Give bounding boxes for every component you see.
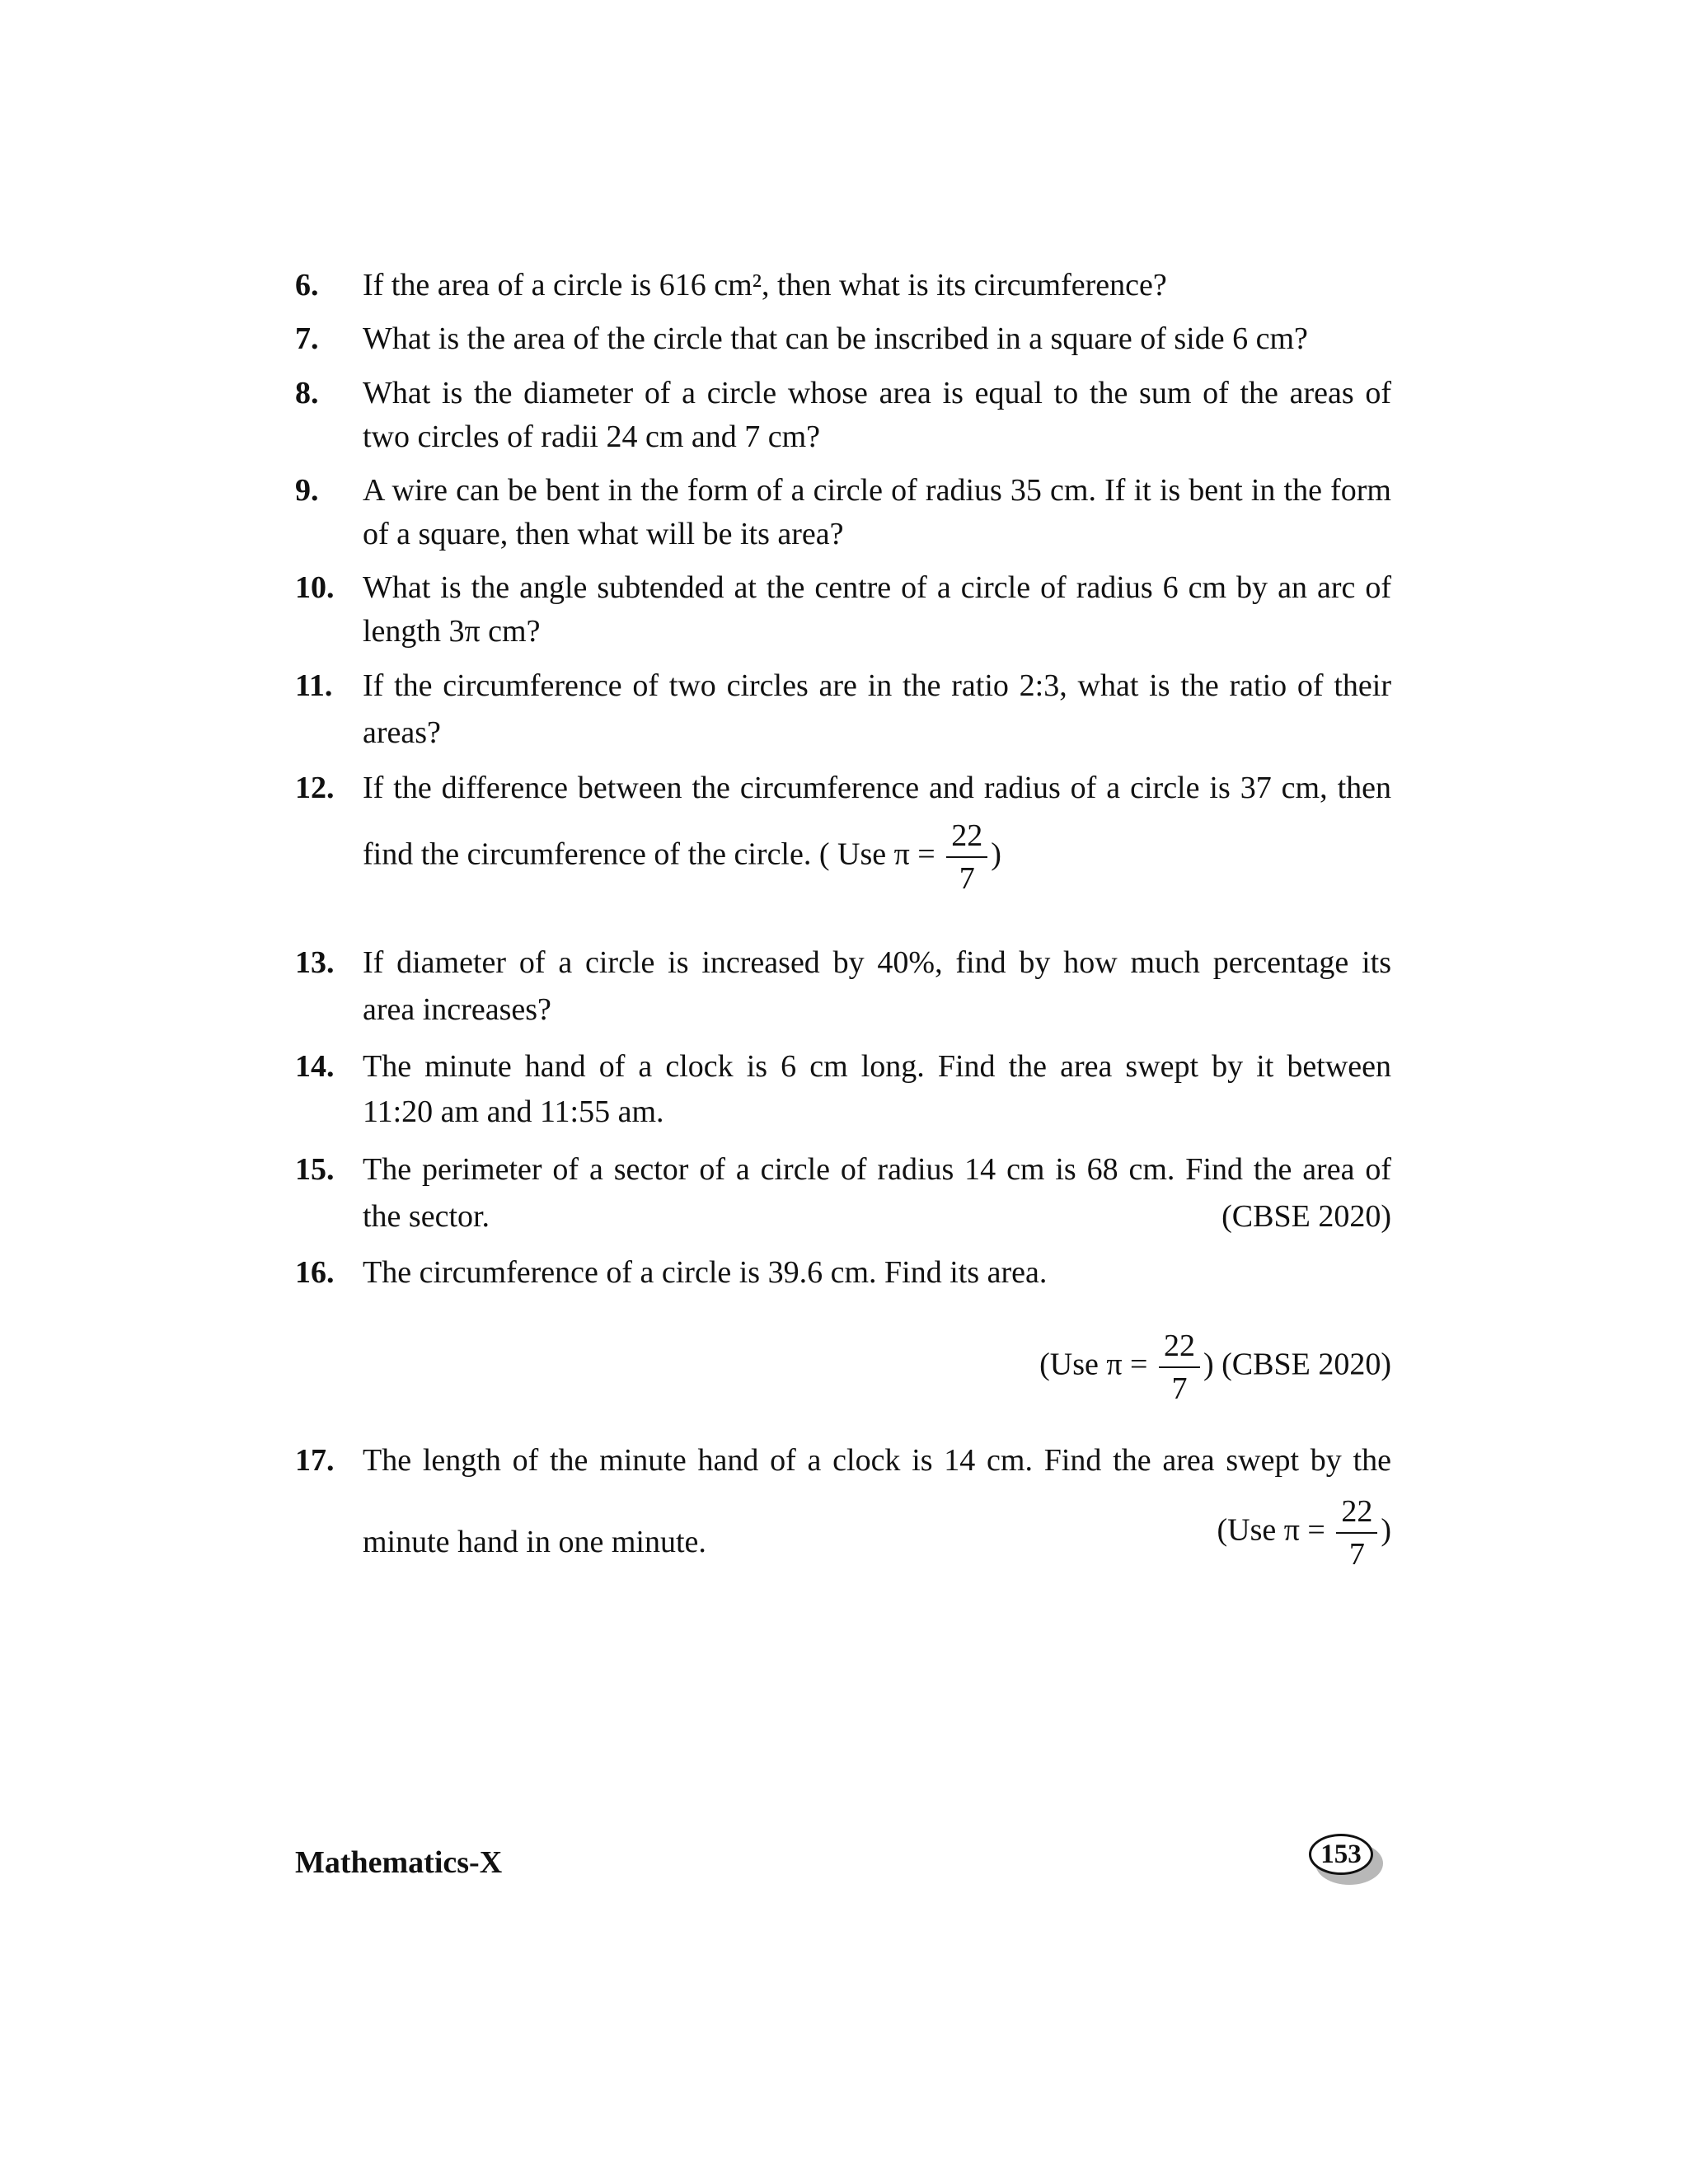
question-number: 15. — [295, 1152, 335, 1187]
question-12 — [295, 766, 1391, 894]
fraction-denominator: 7 — [1348, 1537, 1365, 1572]
question-number: 16. — [295, 1255, 335, 1290]
fraction-numerator: 22 — [946, 820, 987, 858]
question-text: find the circumference of the circle. ( Use π = — [363, 837, 935, 872]
question-number: 9. — [295, 473, 319, 508]
question-text: length 3π cm? — [363, 614, 541, 649]
question-number: 12. — [295, 771, 335, 805]
use-pi-label: (Use π = — [1039, 1347, 1148, 1382]
source-tag: (CBSE 2020) — [1221, 1199, 1391, 1234]
source-tag: ) (CBSE 2020) — [1203, 1347, 1391, 1382]
fraction-denominator: 7 — [959, 861, 975, 896]
question-text: If the area of a circle is 616 cm², then what is its circumference? — [363, 268, 1167, 302]
question-6 — [295, 264, 1391, 307]
question-17 — [295, 1439, 1391, 1572]
question-text: What is the diameter of a circle whose area is equal to the sum of the areas of — [363, 376, 1391, 410]
page-number-badge — [1309, 1834, 1385, 1885]
question-number: 17. — [295, 1443, 335, 1478]
question-number: 13. — [295, 945, 335, 980]
question-text: areas? — [363, 715, 441, 750]
question-9 — [295, 469, 1391, 556]
close-paren: ) — [1381, 1512, 1391, 1548]
question-text: What is the angle subtended at the centre of a circle of radius 6 cm by an arc of — [363, 570, 1391, 605]
question-text: The minute hand of a clock is 6 cm long. Find the area swept by it between — [363, 1049, 1391, 1084]
use-pi-label: (Use π = — [1217, 1512, 1325, 1548]
pi-fraction — [1159, 1330, 1200, 1404]
page-number: 153 — [1309, 1834, 1373, 1875]
question-text: A wire can be bent in the form of a circle of radius 35 cm. If it is bent in the form — [363, 473, 1391, 508]
question-8 — [295, 372, 1391, 459]
question-text: If the difference between the circumference and radius of a circle is 37 cm, then — [363, 771, 1391, 805]
pi-fraction — [946, 820, 987, 894]
question-16 — [295, 1251, 1391, 1295]
pi-fraction — [1336, 1496, 1377, 1570]
question-text: What is the area of the circle that can be inscribed in a square of side 6 cm? — [363, 321, 1308, 356]
question-14 — [295, 1045, 1391, 1134]
question-13 — [295, 941, 1391, 1032]
fraction-numerator: 22 — [1336, 1496, 1377, 1534]
question-text: area increases? — [363, 992, 551, 1027]
question-text: 11:20 am and 11:55 am. — [363, 1094, 664, 1129]
question-text: The length of the minute hand of a clock is 14 cm. Find the area swept by the — [363, 1443, 1391, 1478]
question-number: 14. — [295, 1049, 335, 1084]
question-10 — [295, 566, 1391, 654]
question-11 — [295, 664, 1391, 755]
question-number: 10. — [295, 570, 335, 605]
close-paren: ) — [991, 837, 1001, 872]
question-text: The perimeter of a sector of a circle of radius 14 cm is 68 cm. Find the area of — [363, 1152, 1391, 1187]
question-number: 8. — [295, 376, 319, 410]
question-text: If diameter of a circle is increased by 40%, find by how much percentage its — [363, 945, 1391, 980]
question-text: the sector. — [363, 1199, 490, 1234]
use-pi-note — [1217, 1496, 1391, 1570]
question-text: The circumference of a circle is 39.6 cm. Find its area. — [363, 1255, 1048, 1290]
question-text: minute hand in one minute. — [363, 1525, 706, 1559]
question-text: If the circumference of two circles are in the ratio 2:3, what is the ratio of their — [363, 668, 1391, 703]
question-7 — [295, 317, 1391, 361]
question-16-note — [295, 1330, 1391, 1404]
question-text: of a square, then what will be its area? — [363, 517, 844, 551]
question-number: 6. — [295, 268, 319, 302]
question-number: 11. — [295, 668, 333, 703]
fraction-denominator: 7 — [1171, 1371, 1188, 1406]
question-text: two circles of radii 24 cm and 7 cm? — [363, 419, 821, 454]
footer-book-title: Mathematics-X — [295, 1845, 503, 1880]
question-number: 7. — [295, 321, 319, 356]
fraction-numerator: 22 — [1159, 1330, 1200, 1368]
question-15 — [295, 1148, 1391, 1239]
